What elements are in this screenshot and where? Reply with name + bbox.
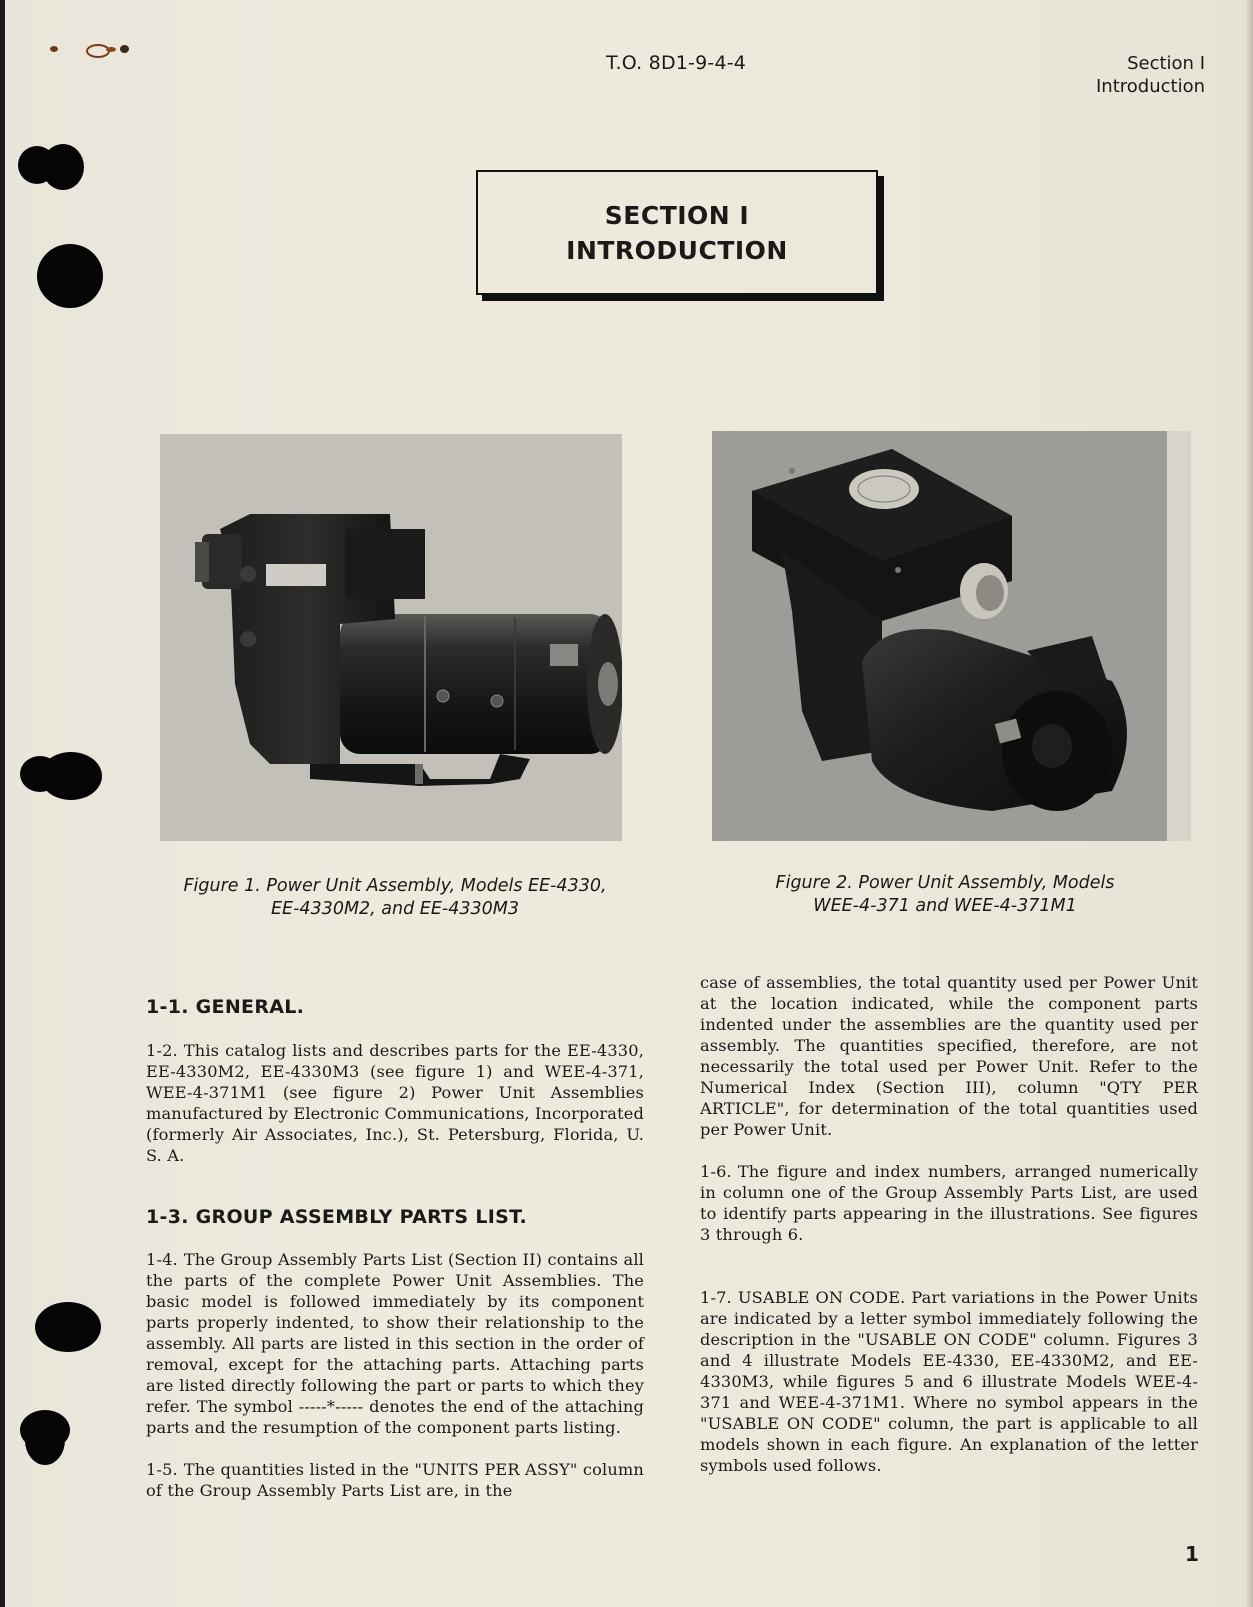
paragraph-label: 1-4. — [146, 1250, 178, 1269]
section-title-label: Introduction — [1095, 76, 1205, 97]
scan-edge-right — [1247, 0, 1253, 1607]
section-title-box — [476, 170, 878, 295]
punch-hole — [40, 752, 102, 800]
paragraph-1-7 — [700, 1287, 1198, 1476]
punch-hole — [25, 1415, 65, 1465]
paragraph-1-5-continued: case of assemblies, the total quantity used per Power Unit at the location indicated, while the component parts indented under the assemblies are the quantity used per assembly. The quantities specified, therefore, are not necessarily the total used per Power Unit. Refer to the Numerical Index (Section III), column "QTY PER ARTICLE", for determination of the total quantities used per Power Unit. — [700, 973, 1198, 1139]
scan-edge-left — [0, 0, 5, 1607]
paragraph-label: 1-5. — [146, 1460, 178, 1479]
text-column-left — [146, 995, 644, 1501]
heading-group-assembly: 1-3. GROUP ASSEMBLY PARTS LIST. — [146, 1206, 527, 1228]
punch-hole — [37, 244, 103, 308]
figure-1-photo — [160, 434, 622, 841]
power-unit-ee4330-image — [160, 434, 622, 841]
punch-hole — [42, 144, 84, 190]
figure-2-caption-line2: WEE-4-371 and WEE-4-371M1 — [813, 896, 1077, 916]
text-column-right — [700, 972, 1198, 1476]
paragraph-text: This catalog lists and describes parts for the EE-4330, EE-4330M2, EE-4330M3 (see figure 1) and WEE-4-371, WEE-4-371M1 (see figure 2) Power Unit Assemblies manufactured by Electronic Communications, Incorporated (formerly Air Associates, Inc.), St. Petersburg, Florida, U. S. A. — [146, 1041, 645, 1165]
figure-1-caption-line1: Figure 1. Power Unit Assembly, Models EE-4330, — [183, 876, 607, 896]
paragraph-text: The quantities listed in the "UNITS PER ASSY" column of the Group Assembly Parts List are, in the — [146, 1460, 644, 1500]
power-unit-wee4371-image — [712, 431, 1191, 841]
paragraph-1-5-start — [146, 1459, 644, 1501]
paragraph-label: 1-2. — [146, 1041, 178, 1060]
figure-1-caption — [160, 875, 630, 921]
figure-2-caption — [735, 872, 1155, 918]
running-header-section — [1096, 52, 1205, 98]
rust-stain — [48, 44, 133, 56]
page-number: 1 — [1185, 1542, 1199, 1566]
paragraph-1-6 — [700, 1161, 1198, 1245]
punch-hole — [35, 1302, 101, 1352]
paragraph-text: USABLE ON CODE. Part variations in the Power Units are indicated by a letter symbol immediately following the description in the "USABLE ON CODE" column. Figures 3 and 4 illustrate Models EE-4330, EE-4330M2, and EE-4330M3, while figures 5 and 6 illustrate Models WEE-4-371 and WEE-4-371M1. Where no symbol appears in the "USABLE ON CODE" column, the part is applicable to all models shown in each figure. An explanation of the letter symbols used follows. — [700, 1288, 1198, 1475]
figure-1-caption-line2: EE-4330M2, and EE-4330M3 — [270, 899, 519, 919]
heading-general: 1-1. GENERAL. — [146, 996, 305, 1018]
paragraph-text: The Group Assembly Parts List (Section II) contains all the parts of the complete Power Unit Assemblies. The basic model is followed immediately by its component parts properly indented, to show their relationship to the assembly. All parts are listed in this section in the order of removal, except for the attaching parts. Attaching parts are listed directly following the part or parts to which they refer. The symbol -----*----- denotes the end of the attaching parts and the resumption of the component parts listing. — [146, 1250, 644, 1437]
section-number: SECTION I — [604, 200, 750, 230]
paragraph-1-2 — [146, 1040, 644, 1166]
paragraph-text: The figure and index numbers, arranged numerically in column one of the Group Assembly Parts List, are used to identify parts appearing in the illustrations. See figures 3 through 6. — [700, 1162, 1198, 1244]
paragraph-1-4 — [146, 1249, 644, 1438]
section-label: Section I — [1127, 53, 1205, 74]
section-name: INTRODUCTION — [566, 235, 788, 265]
technical-order-number: T.O. 8D1-9-4-4 — [606, 52, 747, 74]
paragraph-label: 1-7. — [700, 1288, 732, 1307]
paragraph-label: 1-6. — [700, 1162, 732, 1181]
figure-2-photo — [712, 431, 1191, 841]
figure-2-caption-line1: Figure 2. Power Unit Assembly, Models — [775, 873, 1115, 893]
